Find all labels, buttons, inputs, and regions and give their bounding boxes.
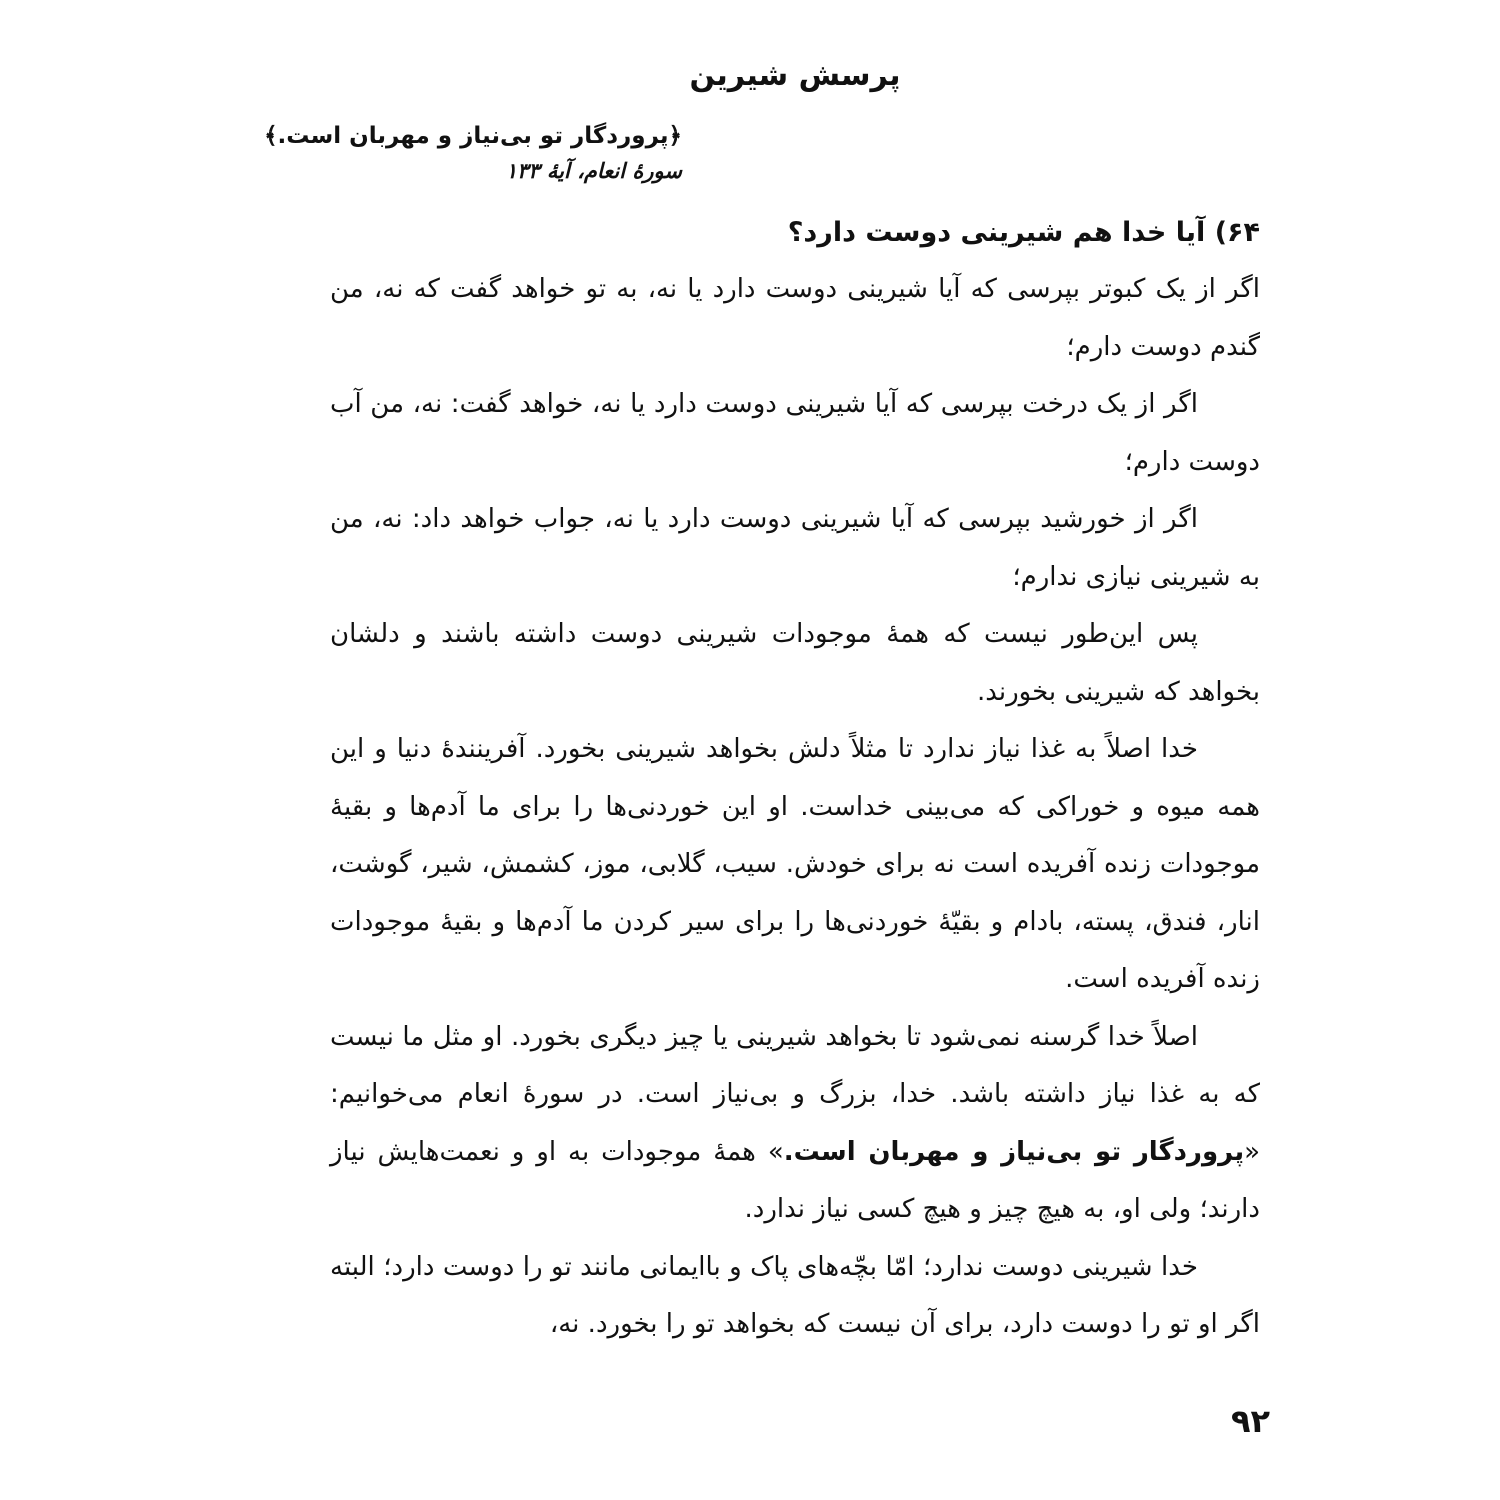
paragraph-6-verse-quote: پروردگار تو بی‌نیاز و مهربان است. — [783, 1136, 1245, 1167]
epigraph-quote: ﴿پروردگار تو بی‌نیاز و مهربان است.﴾ — [264, 123, 682, 149]
paragraph-6-after-quote: » همهٔ موجودات به او و نعمت‌هایش نیاز دارند؛ ولی او، به هیچ چیز و هیچ کسی نیاز ندارد. — [330, 1136, 1260, 1224]
page-number: ۹۲ — [1230, 1402, 1270, 1440]
paragraph-5: خدا اصلاً به غذا نیاز ندارد تا مثلاً دلش بخواهد شیرینی بخورد. آفرینندهٔ دنیا و این همه میوه و خوراکی که می‌بینی خداست. او این خوردنی‌ها را برای ما آدم‌ها و بقیهٔ موجودات زنده آفریده است نه برای خودش. سیب، گلابی، موز، کشمش، شیر، گوشت، انار، فندق، پسته، بادام و بقیّهٔ خوردنی‌ها را برای سیر کردن ما آدم‌ها و بقیهٔ موجودات زنده آفریده است. — [330, 734, 1260, 994]
body-text — [330, 205, 1260, 1354]
paragraph-1: اگر از یک کبوتر بپرسی که آیا شیرینی دوست دارد یا نه، به تو خواهد گفت که نه، من گندم دوست دارم؛ — [330, 274, 1260, 362]
question-heading: ۶۴) آیا خدا هم شیرینی دوست دارد؟ — [787, 217, 1260, 248]
paragraph-7: خدا شیرینی دوست ندارد؛ امّا بچّه‌های پاک و باایمانی مانند تو را دوست دارد؛ البته اگر او تو را دوست دارد، برای آن نیست که بخواهد تو را بخورد. نه، — [330, 1251, 1260, 1339]
page-title: پرسش شیرین — [689, 58, 901, 93]
paragraph-2: اگر از یک درخت بپرسی که آیا شیرینی دوست دارد یا نه، خواهد گفت: نه، من آب دوست دارم؛ — [330, 389, 1260, 477]
paragraph-6 — [330, 1009, 1260, 1239]
paragraph-4: پس این‌طور نیست که همهٔ موجودات شیرینی دوست داشته باشند و دلشان بخواهد که شیرینی بخورند. — [330, 619, 1260, 707]
paragraph-3: اگر از خورشید بپرسی که آیا شیرینی دوست دارد یا نه، جواب خواهد داد: نه، من به شیرینی نیازی ندارم؛ — [330, 504, 1260, 592]
epigraph — [264, 118, 682, 188]
paragraph-6-before-quote: اصلاً خدا گرسنه نمی‌شود تا بخواهد شیرینی یا چیز دیگری بخورد. او مثل ما نیست که به غذا نیاز داشته باشد. خدا، بزرگ و بی‌نیاز است. در سورهٔ انعام می‌خوانیم: « — [330, 1021, 1260, 1167]
epigraph-source: سورهٔ انعام، آیهٔ ۱۳۳ — [505, 159, 682, 183]
